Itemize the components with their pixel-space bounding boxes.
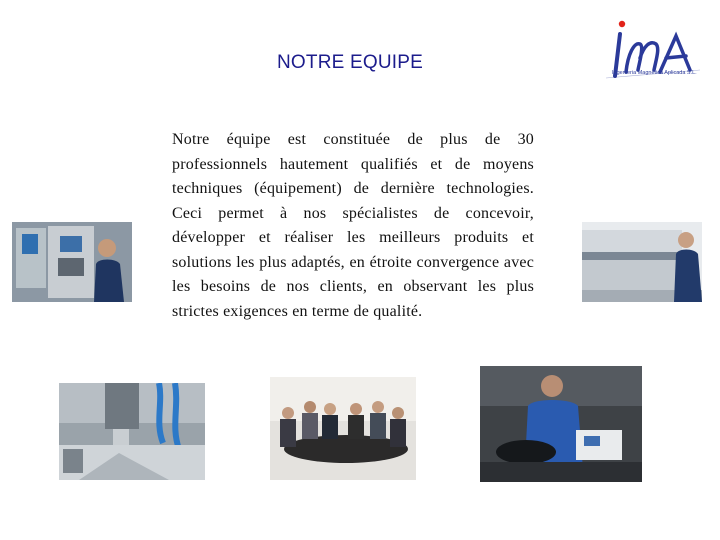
- logo-subtitle: Ingenieria Magnética Aplicada S.L.: [612, 70, 697, 76]
- photo-press-operator: [582, 222, 702, 302]
- team-description: Notre équipe est constituée de plus de 30 professionnels hautement qualifiés et de moyens techniques (équipement) de dernière technologies. Ceci permet à nos spécialistes de concevoir, développer et réaliser les meilleurs produits et solutions les plus adaptés, en étroite convergence avec les besoins de nos clients, en observant les plus strictes exigences en terme de qualité.: [172, 131, 534, 320]
- photo-milling-machine: [59, 383, 205, 480]
- photo-team-meeting: [270, 377, 416, 480]
- page-title: NOTRE EQUIPE: [277, 52, 423, 73]
- photo-technician-equipment: [480, 366, 642, 482]
- photo-cnc-operator: [12, 222, 132, 302]
